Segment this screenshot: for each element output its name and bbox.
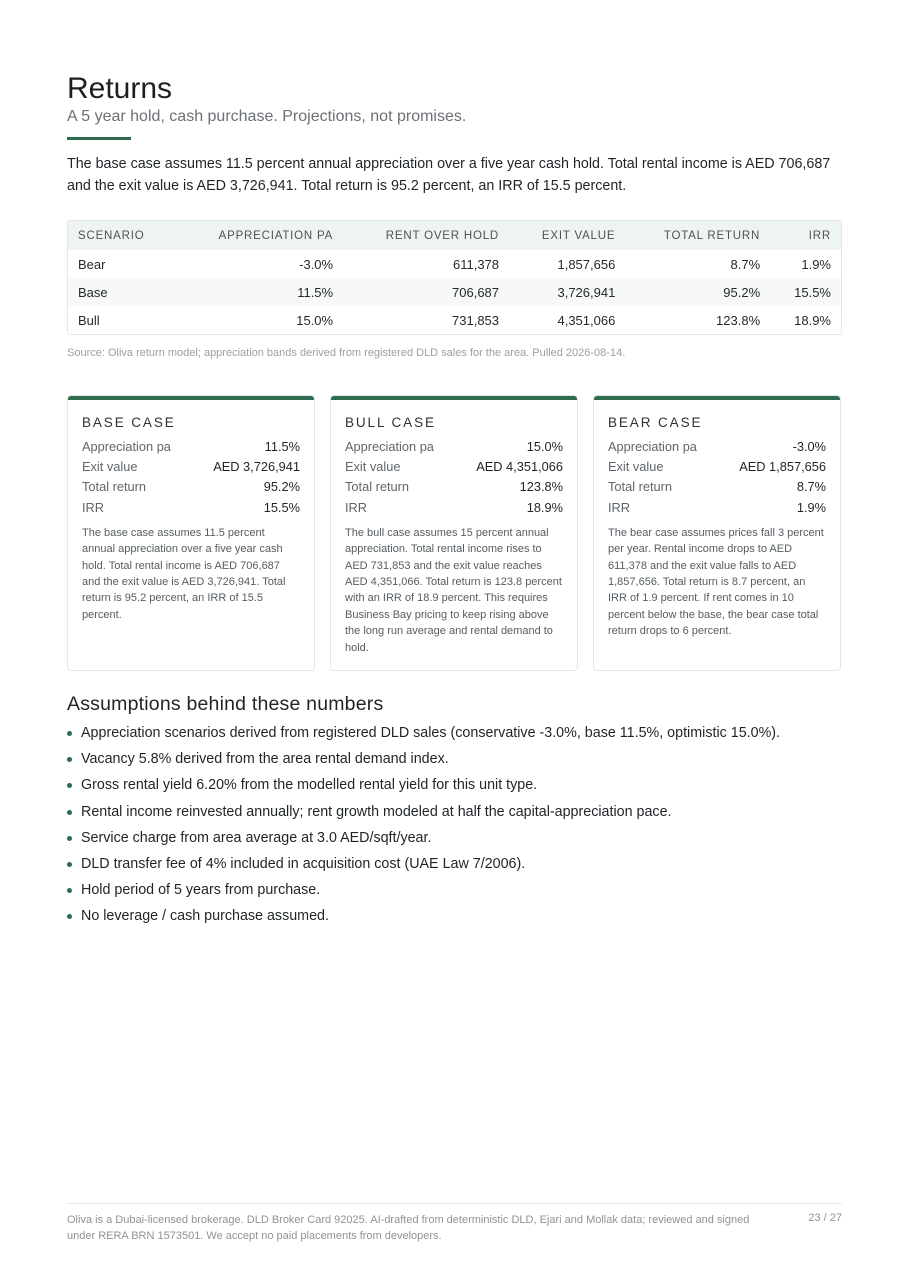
card-row-label: Exit value: [82, 459, 138, 475]
card-row-label: Total return: [608, 479, 673, 495]
table-header-row: [68, 221, 841, 250]
table-cell: 15.0%: [296, 312, 334, 328]
column-header-total-return: TOTAL RETURN: [663, 229, 761, 242]
list-item-text: Appreciation scenarios derived from registered DLD sales (conservative -3.0%, base 11.5%, optimistic 15.0%).: [81, 725, 781, 741]
card-row-exit-value: [345, 457, 563, 477]
card-row-total-return: [82, 477, 300, 497]
table-cell: 11.5%: [297, 284, 334, 300]
card-row-value: 18.9%: [526, 499, 563, 515]
card-row-total-return: [345, 477, 563, 497]
card-row-total-return: [608, 477, 826, 497]
card-description: The bull case assumes 15 percent annual appreciation. Total rental income rises to AED 731,853 and the exit value reaches AED 4,351,066. Total return is 123.8 percent with an IRR of 18.9 percent. This requires Business Bay pricing to keep rising above the long run average and rental demand to hold.: [345, 526, 562, 654]
bullet-icon: [67, 757, 72, 762]
table-cell: 1.9%: [801, 256, 831, 272]
table-row: [68, 306, 841, 334]
bullet-icon: [67, 888, 72, 893]
assumptions-list: [67, 720, 842, 930]
bullet-icon: [67, 836, 72, 841]
card-row-value: AED 3,726,941: [213, 459, 300, 475]
card-row-appreciation: [608, 437, 826, 457]
table-cell: 123.8%: [716, 312, 761, 328]
table-cell: 3,726,941: [557, 284, 616, 300]
column-header-irr: IRR: [808, 229, 831, 242]
card-row-value: 95.2%: [263, 479, 300, 495]
footer-divider: [67, 1203, 842, 1204]
card-row-value: 1.9%: [796, 499, 826, 515]
table-cell: Bull: [78, 312, 100, 328]
card-description: The base case assumes 11.5 percent annual appreciation over a five year cash hold. Total rental income is AED 706,687 and the exit value is AED 3,726,941. Total return is 95.2 percent, an IRR of 15.5 percent.: [82, 526, 286, 621]
table-cell: 95.2%: [723, 284, 761, 300]
card-row-irr: [608, 498, 826, 518]
footer-disclaimer: Oliva is a Dubai-licensed brokerage. DLD Broker Card 92025. AI-drafted from deterministic DLD, Ejari and Mollak data; reviewed and signed under RERA BRN 1573501. We accept no paid placements from developers.: [67, 1214, 750, 1242]
accent-rule: [67, 137, 131, 140]
table-cell: 18.9%: [794, 312, 831, 328]
card-row-value: AED 4,351,066: [476, 459, 563, 475]
returns-table: [67, 220, 842, 335]
card-description: The bear case assumes prices fall 3 percent per year. Rental income drops to AED 611,378 and the exit value falls to AED 1,857,656. Total return is 8.7 percent, an IRR of 1.9 percent. If rent comes in 10 percent below the base, the bear case total return drops to 6 percent.: [608, 526, 824, 638]
table-row: [68, 250, 841, 278]
list-item-text: Rental income reinvested annually; rent growth modeled at half the capital-appreciation pace.: [81, 803, 672, 820]
scenario-cards: [67, 395, 842, 673]
card-row-exit-value: [82, 457, 300, 477]
card-row-value: 15.5%: [263, 499, 300, 515]
card-row-value: 123.8%: [519, 479, 563, 495]
bullet-icon: [67, 731, 72, 736]
bullet-icon: [67, 862, 72, 867]
table-cell: 1,857,656: [557, 256, 616, 272]
card-row-label: Exit value: [608, 459, 664, 475]
list-item-text: Hold period of 5 years from purchase.: [81, 882, 321, 899]
card-title: BASE CASE: [82, 415, 176, 430]
bear-case-card: [593, 395, 841, 671]
table-cell: Base: [78, 284, 108, 300]
card-row-label: Appreciation pa: [608, 439, 697, 454]
card-row-value: 11.5%: [264, 439, 300, 454]
bull-case-card: [330, 395, 578, 671]
list-item: [67, 851, 842, 877]
card-row-label: Total return: [345, 479, 410, 495]
table-cell: 611,378: [452, 256, 500, 272]
table-source-note: Source: Oliva return model; appreciation bands derived from registered DLD sales for the area. Pulled 2026-08-14.: [67, 347, 626, 359]
card-row-appreciation: [345, 437, 563, 457]
column-header-appreciation: APPRECIATION PA: [218, 229, 334, 242]
list-item: [67, 877, 842, 903]
card-row-label: Exit value: [345, 459, 401, 475]
list-item-text: Service charge from area average at 3.0 AED/sqft/year.: [81, 829, 432, 846]
intro-paragraph: The base case assumes 11.5 percent annual appreciation over a five year cash hold. Total rental income is AED 706,687 and the exit value is AED 3,726,941. Total return is 95.2 percent, an IRR of 15.5 percent.: [67, 156, 831, 194]
list-item-text: No leverage / cash purchase assumed.: [81, 908, 329, 925]
card-row-irr: [82, 498, 300, 518]
card-row-irr: [345, 498, 563, 518]
card-row-value: AED 1,857,656: [739, 459, 826, 475]
table-cell: 706,687: [452, 284, 500, 300]
table-cell: 8.7%: [730, 256, 761, 272]
list-item: [67, 746, 842, 772]
column-header-exit-value: EXIT VALUE: [541, 229, 616, 242]
card-title: BEAR CASE: [608, 415, 703, 430]
bullet-icon: [67, 810, 72, 815]
table-cell: 731,853: [452, 312, 500, 328]
card-row-label: IRR: [82, 499, 105, 515]
table-cell: -3.0%: [299, 256, 334, 272]
list-item-text: Vacancy 5.8% derived from the area rental demand index.: [81, 751, 449, 768]
list-item: [67, 903, 842, 929]
card-row-label: Appreciation pa: [345, 439, 434, 454]
list-item-text: Gross rental yield 6.20% from the modelled rental yield for this unit type.: [81, 777, 538, 794]
bullet-icon: [67, 914, 72, 919]
table-cell: 15.5%: [794, 284, 831, 300]
card-row-exit-value: [608, 457, 826, 477]
card-row-label: Appreciation pa: [82, 439, 171, 454]
table-cell: 4,351,066: [557, 312, 616, 328]
list-item: [67, 799, 842, 825]
assumptions-heading: Assumptions behind these numbers: [67, 693, 384, 715]
card-row-value: -3.0%: [792, 439, 826, 454]
card-title: BULL CASE: [345, 415, 436, 430]
column-header-rent: RENT OVER HOLD: [385, 229, 500, 242]
card-row-value: 8.7%: [796, 479, 826, 495]
list-item-text: DLD transfer fee of 4% included in acquisition cost (UAE Law 7/2006).: [81, 856, 526, 873]
list-item: [67, 772, 842, 798]
card-row-appreciation: [82, 437, 300, 457]
card-row-label: IRR: [608, 499, 631, 515]
list-item: [67, 720, 842, 746]
base-case-card: [67, 395, 315, 671]
card-row-label: Total return: [82, 479, 147, 495]
table-cell: Bear: [78, 256, 106, 272]
bullet-icon: [67, 783, 72, 788]
card-row-value: 15.0%: [526, 439, 563, 454]
list-item: [67, 825, 842, 851]
page-subtitle: A 5 year hold, cash purchase. Projections, not promises.: [67, 108, 467, 125]
column-header-scenario: SCENARIO: [78, 229, 145, 242]
page-title: Returns: [67, 72, 173, 105]
page-number: 23 / 27: [808, 1212, 842, 1224]
table-row: [68, 278, 841, 306]
card-row-label: IRR: [345, 499, 368, 515]
